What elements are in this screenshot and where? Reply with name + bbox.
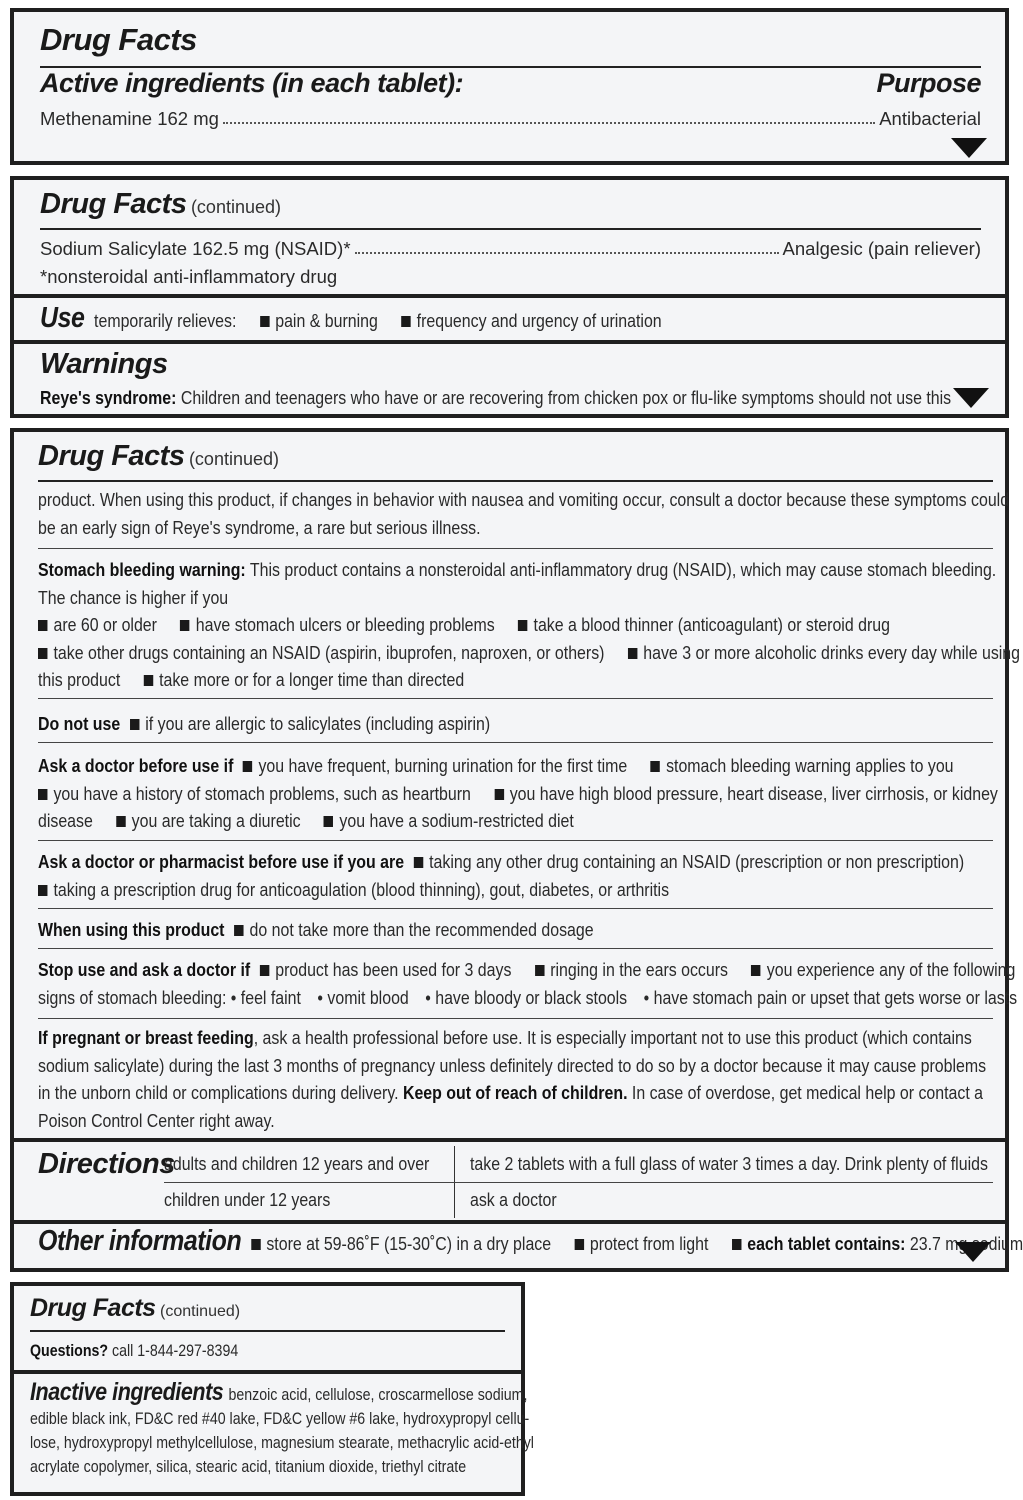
bullet-icon <box>38 648 47 659</box>
other-item: protect from light <box>589 1233 709 1254</box>
panel-title: Drug Facts <box>38 440 185 472</box>
stop-use-item: product has been used for 3 days <box>275 959 512 980</box>
continued-label: (continued) <box>160 1303 241 1320</box>
panel-title: Drug Facts <box>30 1294 156 1322</box>
continued-label: (continued) <box>188 449 279 469</box>
panel-title: Drug Facts <box>40 22 197 57</box>
bullet-icon <box>38 789 47 800</box>
inactive-text: edible black ink, FD&C red #40 lake, FD&C yellow #6 lake, hydroxypropyl cellu- <box>30 1410 530 1428</box>
stop-use-line: signs of stomach bleeding: <box>38 986 227 1008</box>
stomach-item: take more or for a longer time than directed <box>159 669 465 690</box>
questions-row <box>30 1338 238 1366</box>
inactive-ingredients-section <box>30 1380 534 1479</box>
bullet-icon <box>116 816 125 827</box>
pregnancy-text: , ask a health professional before use. It is especially important not to use this product (which contains <box>253 1027 972 1048</box>
continue-arrow-icon <box>955 1242 991 1262</box>
ingredient-row <box>40 238 981 260</box>
use-item: frequency and urgency of urination <box>416 310 662 331</box>
bullet-icon <box>38 620 47 631</box>
ingredient-name: Methenamine 162 mg <box>40 108 219 129</box>
bullet-icon <box>414 857 423 868</box>
drug-facts-panel-1 <box>10 8 1009 165</box>
drug-facts-panel-4 <box>10 1282 534 1496</box>
reye-label: Reye's syndrome: <box>40 387 177 408</box>
bullet-icon <box>251 1239 260 1250</box>
pregnancy-label: If pregnant or breast feeding <box>38 1027 254 1048</box>
when-using-label: When using this product <box>38 919 225 940</box>
reye-continued-line: product. When using this product, if changes in behavior with nausea and vomiting occur, consult a doctor because these symptoms could <box>38 489 1010 510</box>
nsaid-footnote: *nonsteroidal anti-inflammatory drug <box>40 266 338 287</box>
sodium-label: each tablet contains: <box>747 1233 906 1254</box>
directions-who: children under 12 years <box>164 1189 331 1210</box>
ingredient-purpose: Analgesic (pain reliever) <box>782 238 981 259</box>
ask-pharmacist-item: taking any other drug containing an NSAID (prescription or non prescription) <box>429 851 965 872</box>
do-not-use-item: if you are allergic to salicylates (including aspirin) <box>145 713 491 734</box>
ask-doctor-item: you have high blood pressure, heart disease, liver cirrhosis, or kidney <box>509 782 998 804</box>
overdose-text: In case of overdose, get medical help or contact a <box>627 1082 984 1103</box>
bullet-icon <box>401 316 410 327</box>
ask-doctor-item: you have frequent, burning urination for the first time <box>258 755 628 776</box>
ingredient-row <box>40 108 981 130</box>
use-heading: Use <box>40 302 85 334</box>
ask-doctor-item: disease <box>38 810 93 831</box>
reye-warning <box>40 384 951 412</box>
overdose-text: Poison Control Center right away. <box>38 1109 275 1131</box>
reye-continued <box>38 486 1009 541</box>
bullet-icon <box>732 1239 741 1250</box>
drug-facts-panel-3 <box>10 428 1023 1272</box>
questions-label: Questions? <box>30 1342 109 1360</box>
pregnancy-text: in the unborn child or complications during delivery. <box>38 1082 399 1103</box>
use-intro: temporarily relieves: <box>94 310 237 331</box>
bullet-icon <box>260 316 269 327</box>
drug-facts-panel-2 <box>10 176 1009 418</box>
ask-doctor-item: you have a sodium-restricted diet <box>339 810 574 831</box>
stop-use-sign: vomit blood <box>327 986 409 1008</box>
ask-pharmacist-section <box>38 848 964 903</box>
stomach-text: The chance is higher if you <box>38 586 229 608</box>
use-section <box>40 302 662 335</box>
do-not-use-label: Do not use <box>38 713 121 734</box>
stomach-text: This product contains a nonsteroidal anti-inflammatory drug (NSAID), which may cause stomach bleeding. <box>249 559 997 580</box>
stomach-item: have 3 or more alcoholic drinks every day while using <box>643 641 1021 663</box>
bullet-icon <box>651 761 660 772</box>
directions-what: take 2 tablets with a full glass of water 3 times a day. Drink plenty of fluids <box>470 1153 988 1174</box>
stomach-bleeding-section <box>38 556 1020 694</box>
bullet-icon <box>144 675 153 686</box>
bullet-icon <box>751 965 760 976</box>
ask-doctor-section <box>38 752 998 835</box>
ask-doctor-label: Ask a doctor before use if <box>38 755 234 776</box>
stomach-item: take a blood thinner (anticoagulant) or steroid drug <box>533 614 890 635</box>
ingredient-purpose: Antibacterial <box>879 108 981 129</box>
directions-who: adults and children 12 years and over <box>164 1153 430 1174</box>
reye-text: Children and teenagers who have or are recovering from chicken pox or flu-like symptoms should not use this <box>180 387 952 408</box>
continue-arrow-icon <box>951 138 987 158</box>
use-item: pain & burning <box>275 310 378 331</box>
bullet-icon <box>628 648 637 659</box>
continue-arrow-icon <box>953 388 989 408</box>
stop-use-sign: feel faint <box>240 986 301 1008</box>
stomach-item: are 60 or older <box>53 614 157 635</box>
bullet-icon <box>494 789 503 800</box>
stomach-label: Stomach bleeding warning: <box>38 559 246 580</box>
questions-phone: call 1-844-297-8394 <box>112 1342 239 1360</box>
bullet-icon <box>324 816 333 827</box>
ask-pharmacist-item: taking a prescription drug for anticoagulation (blood thinning), gout, diabetes, or arthritis <box>53 878 670 900</box>
stop-use-item: ringing in the ears occurs <box>550 959 728 980</box>
keep-out-of-reach: Keep out of reach of children. <box>402 1082 628 1103</box>
bullet-icon <box>38 885 47 896</box>
when-using-item: do not take more than the recommended dosage <box>249 919 594 940</box>
other-information-heading: Other information <box>38 1225 242 1257</box>
other-information-section <box>38 1225 1023 1258</box>
stomach-item: this product <box>38 669 121 690</box>
directions-table <box>164 1146 993 1218</box>
inactive-ingredients-heading: Inactive ingredients <box>30 1378 224 1406</box>
ask-doctor-item: you have a history of stomach problems, such as heartburn <box>53 782 471 804</box>
sodium-value: 23.7 mg sodium <box>909 1233 1023 1254</box>
do-not-use-section <box>38 710 490 738</box>
purpose-heading: Purpose <box>876 68 981 98</box>
inactive-text: benzoic acid, cellulose, croscarmellose sodium, <box>228 1386 528 1404</box>
directions-heading: Directions <box>38 1148 175 1180</box>
panel-title: Drug Facts <box>40 188 187 220</box>
pregnancy-text: sodium salicylate) during the last 3 months of pregnancy unless definitely directed to do so by a doctor because it may cause problems <box>38 1054 987 1076</box>
directions-what: ask a doctor <box>470 1189 557 1210</box>
bullet-icon <box>234 925 243 936</box>
ask-doctor-item: you are taking a diuretic <box>131 810 301 831</box>
bullet-icon <box>243 761 252 772</box>
bullet-icon <box>574 1239 583 1250</box>
bullet-icon <box>180 620 189 631</box>
ask-pharmacist-label: Ask a doctor or pharmacist before use if you are <box>38 851 405 872</box>
stop-use-sign: have bloody or black stools <box>435 986 628 1008</box>
ask-doctor-item: stomach bleeding warning applies to you <box>666 755 954 776</box>
ingredient-name: Sodium Salicylate 162.5 mg (NSAID)* <box>40 238 351 259</box>
stomach-item: have stomach ulcers or bleeding problems <box>195 614 495 635</box>
reye-continued-line: be an early sign of Reye's syndrome, a rare but serious illness. <box>38 516 481 538</box>
bullet-icon <box>260 965 269 976</box>
pregnancy-section <box>38 1024 986 1134</box>
stop-use-label: Stop use and ask a doctor if <box>38 959 251 980</box>
stomach-item: take other drugs containing an NSAID (aspirin, ibuprofen, naproxen, or others) <box>53 641 605 663</box>
other-item: store at 59-86˚F (15-30˚C) in a dry place <box>266 1233 552 1254</box>
stop-use-sign: have stomach pain or upset that gets worse or lasts <box>653 986 1018 1008</box>
stop-use-section: Stop use and ask a doctor if product has been used for 3 days ringing in the ears occurs you experience any of the following signs of stomach bleeding: • feel faint • vomit blood • have bloody or black stools • have stomach pain or upset that gets worse or lasts <box>38 959 1018 1008</box>
stop-use-item: you experience any of the following <box>766 959 1016 980</box>
warnings-heading: Warnings <box>40 348 168 380</box>
bullet-icon <box>535 965 544 976</box>
bullet-icon <box>130 719 139 730</box>
continued-label: (continued) <box>190 197 281 217</box>
when-using-section <box>38 916 594 944</box>
active-ingredients-heading: Active ingredients (in each tablet): <box>40 68 464 98</box>
inactive-text: acrylate copolymer, silica, stearic acid, titanium dioxide, triethyl citrate <box>30 1458 467 1476</box>
inactive-text: lose, hydroxypropyl methylcellulose, magnesium stearate, methacrylic acid-ethyl <box>30 1434 534 1452</box>
bullet-icon <box>518 620 527 631</box>
